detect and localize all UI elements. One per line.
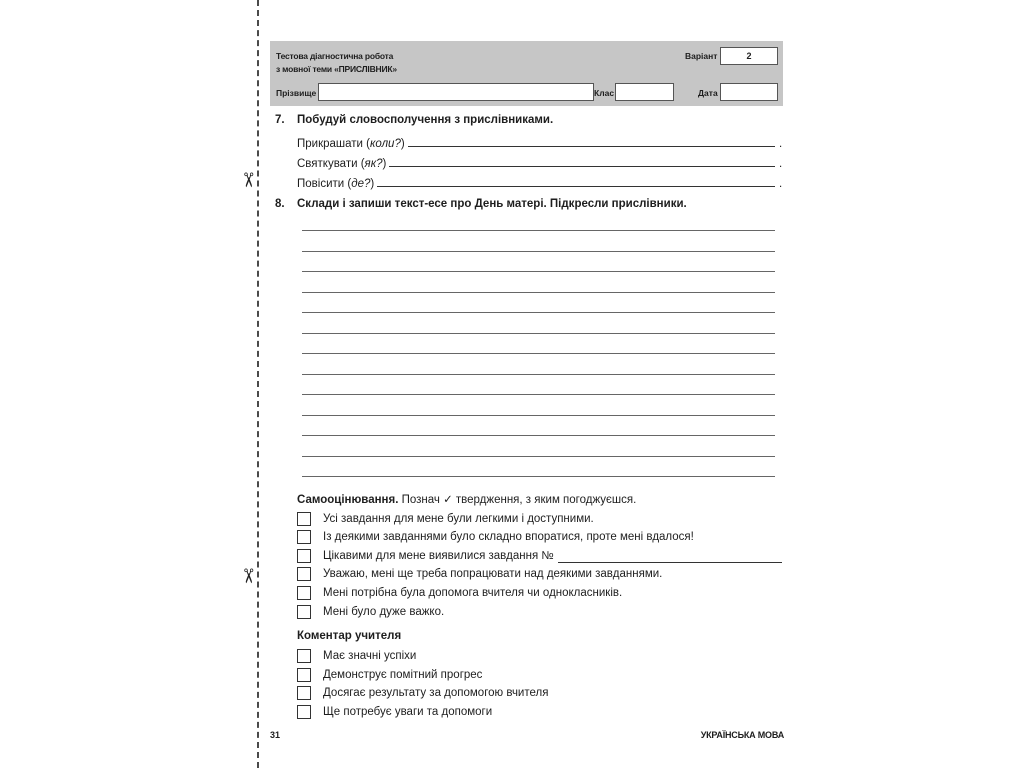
task-7-line[interactable]: Повісити (де?) .: [297, 178, 783, 190]
variant-label: Варіант: [685, 51, 718, 61]
answer-line[interactable]: [377, 176, 775, 187]
essay-line[interactable]: [302, 374, 775, 375]
essay-line[interactable]: [302, 415, 775, 416]
essay-line[interactable]: [302, 394, 775, 395]
self-assessment-item[interactable]: Уважаю, мені ще треба попрацювати над деякими завданнями.: [297, 566, 662, 582]
essay-line[interactable]: [302, 271, 775, 272]
class-label: Клас: [594, 88, 615, 98]
scissors-icon: ✂: [236, 567, 261, 585]
essay-line[interactable]: [302, 312, 775, 313]
date-label: Дата: [698, 88, 718, 98]
scissors-icon: ✂: [236, 171, 261, 189]
essay-line[interactable]: [302, 230, 775, 231]
worksheet-title: Тестова діагностична робота з мовної теми «ПРИСЛІВНИК»: [276, 51, 397, 74]
teacher-comment-item[interactable]: Демонструє помітний прогрес: [297, 667, 482, 683]
self-assessment-item[interactable]: Мені було дуже важко.: [297, 604, 444, 620]
essay-line[interactable]: [302, 292, 775, 293]
checkbox[interactable]: [297, 512, 311, 526]
teacher-comment-item[interactable]: Має значні успіхи: [297, 648, 416, 664]
task-number-line[interactable]: [558, 550, 782, 563]
variant-value: 2: [720, 47, 778, 65]
self-assessment-item[interactable]: Мені потрібна була допомога вчителя чи однокласників.: [297, 585, 622, 601]
surname-label: Прізвище: [276, 88, 317, 98]
essay-line[interactable]: [302, 353, 775, 354]
task-8-prompt: 8. Склади і запиши текст-есе про День матері. Підкресли прислівники.: [275, 198, 687, 210]
checkbox[interactable]: [297, 605, 311, 619]
self-assessment-heading: Самооцінювання. Познач ✓ твердження, з яким погоджуєшся.: [297, 494, 637, 506]
checkbox[interactable]: [297, 549, 311, 563]
checkbox[interactable]: [297, 530, 311, 544]
surname-field[interactable]: [318, 83, 594, 101]
checkbox[interactable]: [297, 705, 311, 719]
teacher-comment-heading: Коментар учителя: [297, 630, 402, 642]
task-7-line[interactable]: Прикрашати (коли?) .: [297, 138, 783, 150]
self-assessment-item[interactable]: Із деякими завданнями було складно впоратися, проте мені вдалося!: [297, 529, 694, 545]
class-field[interactable]: [615, 83, 674, 101]
checkbox[interactable]: [297, 668, 311, 682]
teacher-comment-item[interactable]: Ще потребує уваги та допомоги: [297, 704, 492, 720]
task-7-prompt: 7. Побудуй словосполучення з прислівниками.: [275, 114, 554, 126]
checkbox[interactable]: [297, 686, 311, 700]
checkbox[interactable]: [297, 649, 311, 663]
checkbox[interactable]: [297, 567, 311, 581]
cut-line: [257, 0, 259, 768]
essay-line[interactable]: [302, 435, 775, 436]
essay-line[interactable]: [302, 476, 775, 477]
essay-line[interactable]: [302, 333, 775, 334]
checkbox[interactable]: [297, 586, 311, 600]
date-field[interactable]: [720, 83, 778, 101]
essay-line[interactable]: [302, 251, 775, 252]
self-assessment-item[interactable]: Цікавими для мене виявилися завдання №: [297, 548, 782, 564]
subject-label: УКРАЇНСЬКА МОВА: [700, 730, 784, 740]
page-number: 31: [270, 730, 281, 740]
answer-line[interactable]: [389, 156, 775, 167]
worksheet-header: [270, 41, 783, 106]
self-assessment-item[interactable]: Усі завдання для мене були легкими і доступними.: [297, 511, 594, 527]
answer-line[interactable]: [408, 136, 775, 147]
essay-line[interactable]: [302, 456, 775, 457]
task-7-line[interactable]: Святкувати (як?) .: [297, 158, 783, 170]
teacher-comment-item[interactable]: Досягає результату за допомогою вчителя: [297, 685, 548, 701]
